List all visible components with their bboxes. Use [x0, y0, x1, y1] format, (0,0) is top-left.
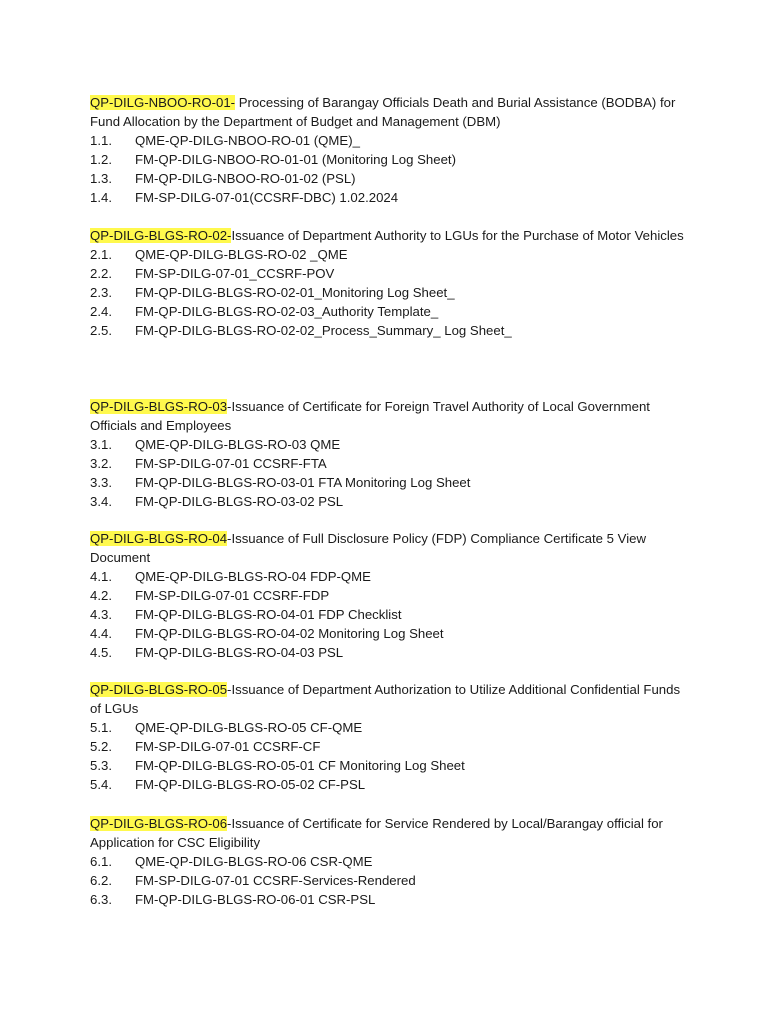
item-number: 1.1. [90, 133, 112, 148]
item-number: 2.1. [90, 247, 112, 262]
list-item [90, 567, 690, 586]
item-text: FM-QP-DILG-BLGS-RO-03-02 PSL [135, 494, 344, 509]
item-text: FM-QP-DILG-BLGS-RO-02-01_Monitoring Log Sheet_ [135, 285, 455, 300]
list-item [90, 718, 690, 737]
list-item [90, 302, 690, 321]
item-number: 4.3. [90, 607, 112, 622]
section-heading [90, 93, 690, 131]
item-number: 6.2. [90, 873, 112, 888]
item-number: 1.2. [90, 152, 112, 167]
item-number: 6.3. [90, 892, 112, 907]
list-item [90, 150, 690, 169]
item-text: FM-SP-DILG-07-01_CCSRF-POV [135, 266, 335, 281]
procedure-section [90, 680, 690, 794]
section-heading [90, 814, 690, 852]
item-number: 5.2. [90, 739, 112, 754]
item-number: 1.3. [90, 171, 112, 186]
item-number: 2.4. [90, 304, 112, 319]
list-item [90, 624, 690, 643]
document-list [90, 131, 690, 207]
item-text: FM-QP-DILG-BLGS-RO-02-02_Process_Summary_ Log Sheet_ [135, 323, 512, 338]
item-text: FM-QP-DILG-BLGS-RO-06-01 CSR-PSL [135, 892, 376, 907]
list-item [90, 283, 690, 302]
procedure-section [90, 93, 690, 207]
procedure-code: QP-DILG-BLGS-RO-06 [90, 816, 228, 831]
item-number: 6.1. [90, 854, 112, 869]
list-item [90, 643, 690, 662]
procedure-title: Issuance of Department Authority to LGUs for the Purchase of Motor Vehicles [231, 228, 684, 243]
item-text: FM-QP-DILG-BLGS-RO-05-02 CF-PSL [135, 777, 366, 792]
list-item [90, 169, 690, 188]
list-item [90, 737, 690, 756]
item-number: 5.4. [90, 777, 112, 792]
section-heading [90, 397, 690, 435]
item-number: 1.4. [90, 190, 112, 205]
document-list [90, 245, 690, 340]
list-item [90, 245, 690, 264]
list-item [90, 264, 690, 283]
procedure-code: QP-DILG-NBOO-RO-01- [90, 95, 236, 110]
section-heading [90, 680, 690, 718]
procedure-code: QP-DILG-BLGS-RO-03 [90, 399, 228, 414]
list-item [90, 775, 690, 794]
item-number: 3.4. [90, 494, 112, 509]
item-text: FM-QP-DILG-BLGS-RO-04-02 Monitoring Log Sheet [135, 626, 444, 641]
item-text: QME-QP-DILG-BLGS-RO-03 QME [135, 437, 341, 452]
item-number: 4.5. [90, 645, 112, 660]
list-item [90, 321, 690, 340]
item-text: FM-QP-DILG-BLGS-RO-05-01 CF Monitoring Log Sheet [135, 758, 465, 773]
item-text: FM-QP-DILG-BLGS-RO-04-01 FDP Checklist [135, 607, 402, 622]
item-text: FM-QP-DILG-BLGS-RO-04-03 PSL [135, 645, 344, 660]
item-text: QME-QP-DILG-NBOO-RO-01 (QME)_ [135, 133, 360, 148]
list-item [90, 188, 690, 207]
item-number: 4.4. [90, 626, 112, 641]
procedure-title: -Issuance of Certificate for Foreign Travel Authority of Local Government Officials and Employees [90, 399, 650, 433]
list-item [90, 756, 690, 775]
item-text: FM-QP-DILG-BLGS-RO-02-03_Authority Template_ [135, 304, 439, 319]
list-item [90, 131, 690, 150]
list-item [90, 871, 690, 890]
section-heading [90, 529, 690, 567]
list-item [90, 852, 690, 871]
item-number: 4.1. [90, 569, 112, 584]
procedure-title: Processing of Barangay Officials Death and Burial Assistance (BODBA) for Fund Allocation by the Department of Budget and Management (DBM) [90, 95, 676, 129]
item-text: QME-QP-DILG-BLGS-RO-05 CF-QME [135, 720, 363, 735]
document-list [90, 718, 690, 794]
item-number: 3.1. [90, 437, 112, 452]
item-number: 3.3. [90, 475, 112, 490]
item-number: 5.3. [90, 758, 112, 773]
item-text: FM-SP-DILG-07-01(CCSRF-DBC) 1.02.2024 [135, 190, 399, 205]
list-item [90, 473, 690, 492]
list-item [90, 890, 690, 909]
list-item [90, 605, 690, 624]
procedure-section [90, 814, 690, 909]
item-number: 2.2. [90, 266, 112, 281]
procedure-section [90, 397, 690, 511]
list-item [90, 454, 690, 473]
procedure-code: QP-DILG-BLGS-RO-02- [90, 228, 232, 243]
procedure-title: -Issuance of Full Disclosure Policy (FDP) Compliance Certificate 5 View Document [90, 531, 647, 565]
list-item [90, 492, 690, 511]
item-text: FM-QP-DILG-BLGS-RO-03-01 FTA Monitoring Log Sheet [135, 475, 471, 490]
item-text: FM-SP-DILG-07-01 CCSRF-FTA [135, 456, 327, 471]
document-list [90, 435, 690, 511]
item-text: FM-SP-DILG-07-01 CCSRF-FDP [135, 588, 330, 603]
document-list [90, 567, 690, 662]
procedure-title: -Issuance of Department Authorization to Utilize Additional Confidential Funds of LGUs [90, 682, 681, 716]
item-number: 5.1. [90, 720, 112, 735]
section-heading [90, 226, 690, 245]
item-text: FM-QP-DILG-NBOO-RO-01-02 (PSL) [135, 171, 356, 186]
procedure-code: QP-DILG-BLGS-RO-05 [90, 682, 228, 697]
item-number: 2.5. [90, 323, 112, 338]
procedure-section [90, 226, 690, 340]
item-number: 2.3. [90, 285, 112, 300]
item-text: QME-QP-DILG-BLGS-RO-04 FDP-QME [135, 569, 371, 584]
item-text: FM-SP-DILG-07-01 CCSRF-Services-Rendered [135, 873, 416, 888]
item-number: 4.2. [90, 588, 112, 603]
procedure-code: QP-DILG-BLGS-RO-04 [90, 531, 228, 546]
procedure-title: -Issuance of Certificate for Service Rendered by Local/Barangay official for Application for CSC Eligibility [90, 816, 663, 850]
item-text: QME-QP-DILG-BLGS-RO-02 _QME [135, 247, 348, 262]
document-list [90, 852, 690, 909]
item-text: FM-SP-DILG-07-01 CCSRF-CF [135, 739, 321, 754]
procedure-section [90, 529, 690, 662]
list-item [90, 435, 690, 454]
item-number: 3.2. [90, 456, 112, 471]
list-item [90, 586, 690, 605]
item-text: FM-QP-DILG-NBOO-RO-01-01 (Monitoring Log Sheet) [135, 152, 456, 167]
item-text: QME-QP-DILG-BLGS-RO-06 CSR-QME [135, 854, 373, 869]
